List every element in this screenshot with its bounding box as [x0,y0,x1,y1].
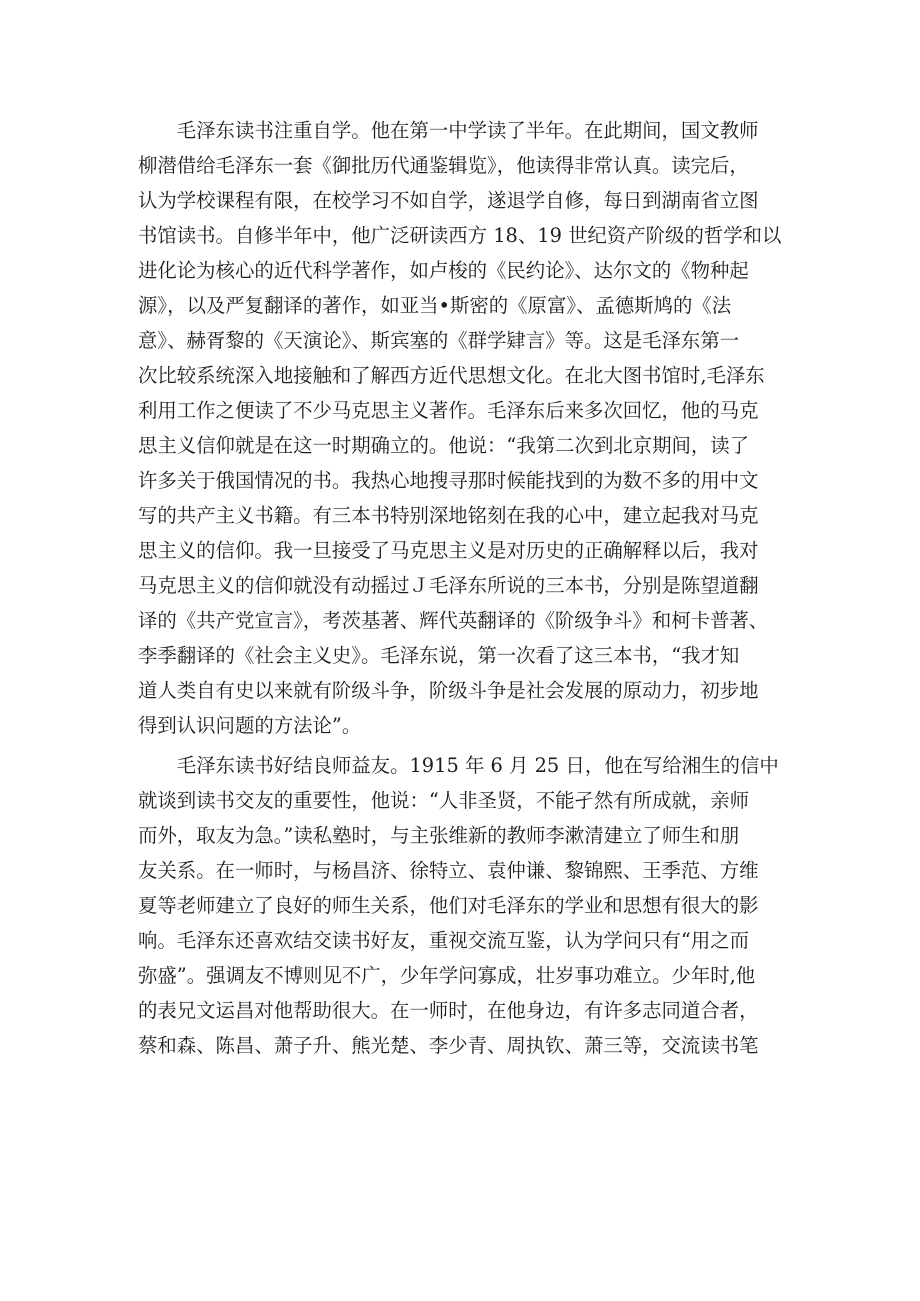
text-line: 弥盛”。强调友不博则见不广，少年学问寡成，壮岁事功难立。少年时,他 [138,964,756,987]
text-line: 次比较系统深入地接触和了解西方近代思想文化。在北大图书馆时,毛泽东 [138,364,765,387]
text-line: 就谈到读书交友的重要性，他说：“人非圣贤，不能孑然有所成就，亲师 [138,789,750,812]
text-line: 进化论为核心的近代科学著作，如卢梭的《民约论》、达尔文的《物种起 [138,259,749,282]
text-line: 马克思主义的信仰就没有动摇过Ｊ毛泽东所说的三本书，分别是陈望道翻 [138,574,759,597]
text-line: 意》、赫胥黎的《天演论》、斯宾塞的《群学肄言》等。这是毛泽东第一 [138,329,740,352]
text-line: 思主义的信仰。我一旦接受了马克思主义是对历史的正确解释以后，我对 [138,539,759,562]
text-line: 道人类自有史以来就有阶级斗争，阶级斗争是社会发展的原动力，初步地 [138,679,759,702]
text-line: 李季翻译的《社会主义史》。毛泽东说，第一次看了这三本书，“我才知 [138,644,740,667]
text-line: 夏等老师建立了良好的师生关系，他们对毛泽东的学业和思想有很大的影 [138,894,759,917]
text-line: 毛泽东读书注重自学。他在第一中学读了半年。在此期间，国文教师 [138,119,759,142]
text-line: 源》，以及严复翻译的著作，如亚当•斯密的《原富》、孟德斯鸠的《法 [138,294,732,317]
text-line: 得到认识问题的方法论”。 [138,714,362,737]
text-line: 写的共产主义书籍。有三本书特别深地铭刻在我的心中，建立起我对马克 [138,504,759,527]
text-line: 译的《共产党宣言》，考茨基著、辉代英翻译的《阶级争斗》和柯卡普著、 [138,609,769,632]
text-line: 的表兄文运昌对他帮助很大。在一师时，在他身边，有许多志同道合者， [138,999,759,1022]
text-line: 柳潜借给毛泽东一套《御批历代通鉴辑览》，他读得非常认真。读完后， [138,154,749,177]
text-line: 利用工作之便读了不少马克思主义著作。毛泽东后来多次回忆，他的马克 [138,399,759,422]
text-line: 而外，取友为急。”读私塾时，与主张维新的教师李漱清建立了师生和朋 [138,824,740,847]
text-line: 蔡和森、陈昌、萧子升、熊光楚、李少青、周执钦、萧三等，交流读书笔 [138,1034,759,1057]
text-line: 认为学校课程有限，在校学习不如自学，遂退学自修，每日到湖南省立图 [138,189,759,212]
text-line: 思主义信仰就是在这一时期确立的。他说：“我第二次到北京期间，读了 [138,434,750,457]
text-line: 许多关于俄国情况的书。我热心地搜寻那时候能找到的为数不多的用中文 [138,469,759,492]
text-line: 毛泽东读书好结良师益友。1915 年 6 月 25 日，他在写给湘生的信中 [138,754,779,777]
text-line: 书馆读书。自修半年中，他广泛研读西方 18、19 世纪资产阶级的哲学和以 [138,224,782,247]
text-line: 响。毛泽东还喜欢结交读书好友，重视交流互鉴，认为学问只有“用之而 [138,929,750,952]
text-line: 友关系。在一师时，与杨昌济、徐特立、袁仲谦、黎锦熙、王季范、方维 [138,859,759,882]
